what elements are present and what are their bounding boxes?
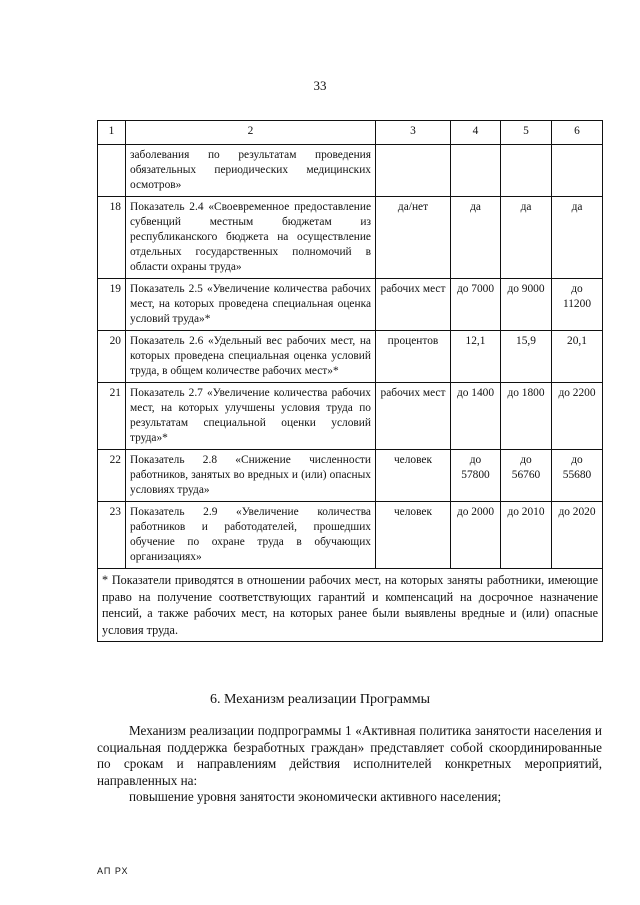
table-footnote: * Показатели приводятся в отношении рабочих мест, на которых заняты работники, имеющие право на получение соответствующих гарантий и компенсаций на досрочное назначение пенсий, а также рабочих мест, на которых ранее были выявлены вредные и (или) опасные условия труда.: [98, 569, 603, 642]
unit-cell: человек: [376, 450, 451, 502]
body-text: [97, 723, 602, 806]
indicator-description: Показатель 2.8 «Снижение численности работников, занятых во вредных и (или) опасных условиях труда»: [126, 450, 376, 502]
value-cell: до 2000: [451, 502, 501, 569]
value-cell: до 7000: [451, 279, 501, 331]
row-number: 23: [98, 502, 126, 569]
table-row: [98, 502, 603, 569]
value-cell: [451, 145, 501, 197]
indicator-description: Показатель 2.9 «Увеличение количества работников и работодателей, прошедших обучение по охране труда в обучающих организациях»: [126, 502, 376, 569]
value-cell: да: [552, 197, 603, 279]
value-cell: до 1400: [451, 383, 501, 450]
unit-cell: [376, 145, 451, 197]
value-cell: [552, 145, 603, 197]
unit-cell: да/нет: [376, 197, 451, 279]
value-cell: до 11200: [552, 279, 603, 331]
value-cell: до 1800: [501, 383, 552, 450]
indicator-description: заболевания по результатам проведения обязательных периодических медицинских осмотров»: [126, 145, 376, 197]
value-cell: до 56760: [501, 450, 552, 502]
value-cell: 15,9: [501, 331, 552, 383]
table-row: [98, 331, 603, 383]
value-cell: до 2020: [552, 502, 603, 569]
table-row: [98, 197, 603, 279]
indicator-description: Показатель 2.6 «Удельный вес рабочих мест, на которых проведена специальная оценка условий труда, в общем количестве рабочих мест»*: [126, 331, 376, 383]
value-cell: до 57800: [451, 450, 501, 502]
row-number: 21: [98, 383, 126, 450]
footnote-row: [98, 569, 603, 642]
value-cell: до 55680: [552, 450, 603, 502]
indicator-description: Показатель 2.5 «Увеличение количества рабочих мест, на которых проведена специальная оценка условий труда»*: [126, 279, 376, 331]
unit-cell: рабочих мест: [376, 279, 451, 331]
value-cell: до 9000: [501, 279, 552, 331]
row-number: [98, 145, 126, 197]
value-cell: до 2010: [501, 502, 552, 569]
indicator-description: Показатель 2.4 «Своевременное предоставление субвенций местным бюджетам из республиканского бюджета на осуществление отдельных государственных полномочий в области охраны труда»: [126, 197, 376, 279]
indicator-description: Показатель 2.7 «Увеличение количества рабочих мест, на которых улучшены условия труда по результатам специальной оценки условий труда»*: [126, 383, 376, 450]
value-cell: 12,1: [451, 331, 501, 383]
table-row: [98, 450, 603, 502]
document-stamp: АП РХ: [97, 866, 129, 876]
value-cell: до 2200: [552, 383, 603, 450]
unit-cell: процентов: [376, 331, 451, 383]
value-cell: 20,1: [552, 331, 603, 383]
row-number: 19: [98, 279, 126, 331]
unit-cell: человек: [376, 502, 451, 569]
unit-cell: рабочих мест: [376, 383, 451, 450]
value-cell: да: [501, 197, 552, 279]
column-header: 6: [552, 121, 603, 145]
page-number: 33: [313, 78, 327, 93]
table-row: [98, 383, 603, 450]
column-header: 2: [126, 121, 376, 145]
column-header: 3: [376, 121, 451, 145]
value-cell: да: [451, 197, 501, 279]
column-header: 1: [98, 121, 126, 145]
row-number: 22: [98, 450, 126, 502]
paragraph: Механизм реализации подпрограммы 1 «Активная политика занятости населения и социальная поддержка безработных граждан» представляет собой скоординированные по срокам и направлениям действия исполнителей конкретных мероприятий, направленных на:: [97, 723, 602, 788]
table-row: [98, 279, 603, 331]
column-header: 4: [451, 121, 501, 145]
table-row: [98, 145, 603, 197]
column-header: 5: [501, 121, 552, 145]
paragraph: повышение уровня занятости экономически активного населения;: [129, 789, 502, 804]
section-title: 6. Механизм реализации Программы: [209, 692, 431, 707]
row-number: 18: [98, 197, 126, 279]
value-cell: [501, 145, 552, 197]
indicators-table: [97, 120, 603, 642]
table-header-row: [98, 121, 603, 145]
row-number: 20: [98, 331, 126, 383]
